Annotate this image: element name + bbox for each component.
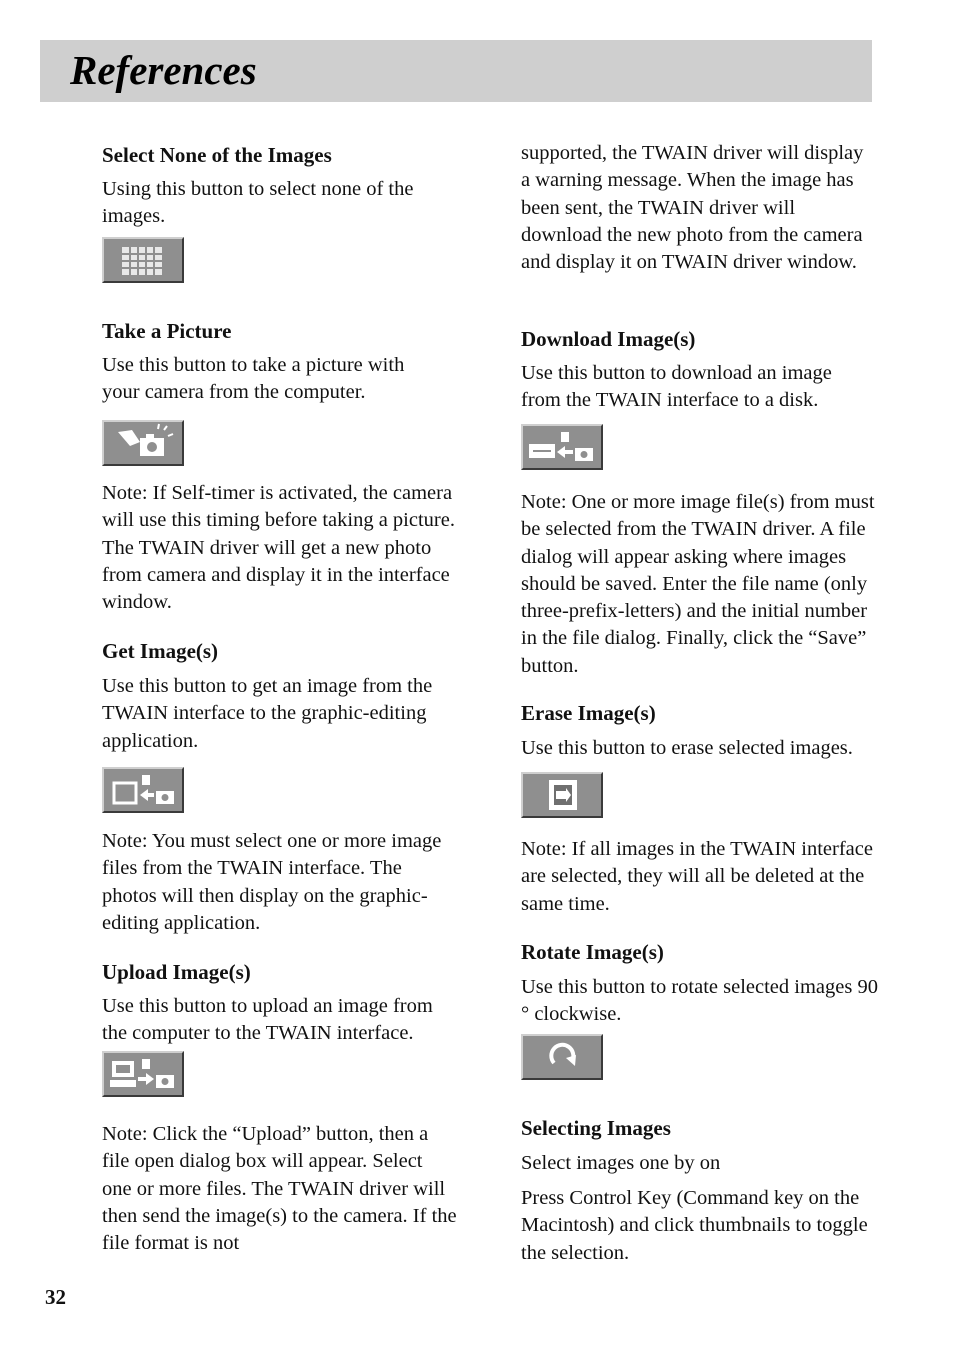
select-none-button[interactable] (102, 237, 184, 283)
download-images-heading: Download Image(s) (521, 327, 696, 351)
page-number: 32 (45, 1285, 66, 1309)
take-picture-button[interactable] (102, 420, 184, 466)
select-none-body: Using this button to select none of the images. (102, 178, 414, 228)
get-images-note: Note: You must select one or more image files from the TWAIN interface. The photos will then display on the graphic-editing application. (102, 830, 442, 934)
rotate-clockwise-icon (523, 1036, 601, 1078)
get-images-heading: Get Image(s) (102, 639, 219, 663)
selecting-images-heading: Selecting Images (521, 1116, 671, 1140)
camera-flash-icon (104, 422, 182, 464)
page-title: References (70, 47, 257, 93)
rotate-images-body: Use this button to rotate selected images 90 ° clockwise. (521, 976, 878, 1026)
download-images-note: Note: One or more image file(s) from must be selected from the TWAIN driver. A file dialog will appear asking where images should be saved. Enter the file name (only three-prefix-letters) and the initial number in the file dialog. Finally, click the “Save” button. (521, 491, 875, 677)
download-images-body: Use this button to download an image from the TWAIN interface to a disk. (521, 362, 832, 412)
window-from-camera-icon (104, 769, 182, 811)
erase-images-note: Note: If all images in the TWAIN interface are selected, they will all be deleted at the same time. (521, 838, 873, 915)
select-none-heading: Select None of the Images (102, 143, 332, 167)
take-picture-note: Note: If Self-timer is activated, the camera will use this timing before taking a picture. The TWAIN driver will get a new photo from camera and display it in the interface window. (102, 482, 455, 614)
download-images-button[interactable] (521, 424, 603, 470)
selecting-images-line2: Press Control Key (Command key on the Macintosh) and click thumbnails to toggle the selection. (521, 1187, 868, 1264)
upload-images-heading: Upload Image(s) (102, 960, 251, 984)
erase-images-heading: Erase Image(s) (521, 701, 656, 725)
upload-images-note: Note: Click the “Upload” button, then a file open dialog box will appear. Select one or more files. The TWAIN driver will then send the image(s) to the camera. If the file format is not (102, 1123, 457, 1255)
selecting-images-line1: Select images one by on (521, 1152, 721, 1174)
take-picture-body: Use this button to take a picture with your camera from the computer. (102, 354, 405, 404)
header-band (40, 40, 872, 102)
erase-images-body: Use this button to erase selected images. (521, 737, 853, 759)
take-picture-heading: Take a Picture (102, 319, 232, 343)
get-images-button[interactable] (102, 767, 184, 813)
computer-to-camera-icon (104, 1053, 182, 1095)
upload-note-continued: supported, the TWAIN driver will display a warning message. When the image has been sent, the TWAIN driver will download the new photo from the camera and display it on TWAIN driver window. (521, 142, 864, 274)
get-images-body: Use this button to get an image from the TWAIN interface to the graphic-editing application. (102, 675, 433, 752)
erase-images-button[interactable] (521, 772, 603, 818)
rotate-images-heading: Rotate Image(s) (521, 940, 664, 964)
upload-images-button[interactable] (102, 1051, 184, 1097)
grid-icon (104, 239, 182, 281)
rotate-images-button[interactable] (521, 1034, 603, 1080)
upload-images-body: Use this button to upload an image from the computer to the TWAIN interface. (102, 995, 433, 1045)
erase-icon (523, 774, 601, 816)
disk-from-camera-icon (523, 426, 601, 468)
